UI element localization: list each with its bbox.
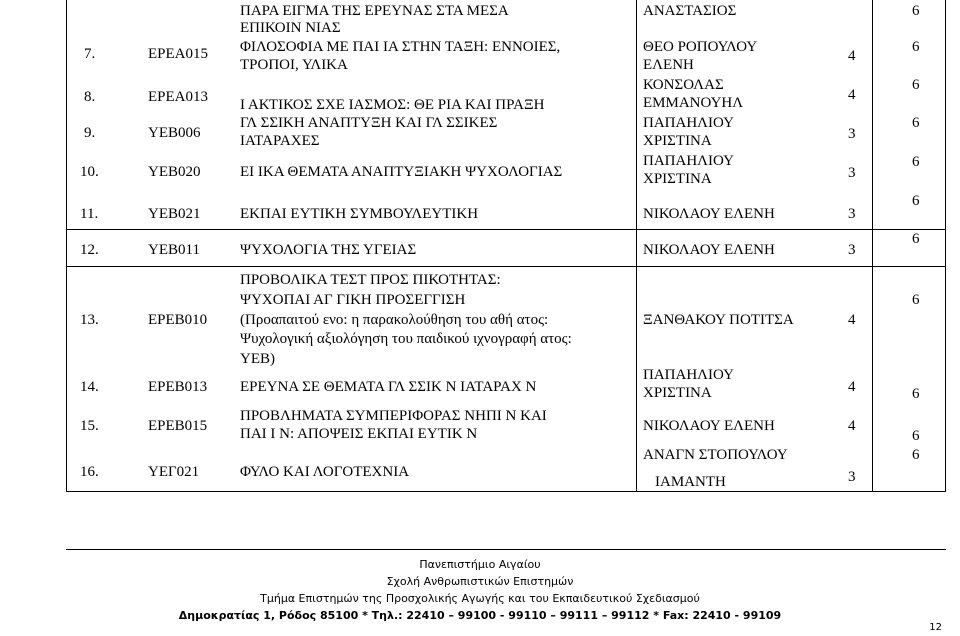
course-code: ΕΡΕΑ015 (148, 46, 208, 62)
row-number: 13. (80, 312, 99, 328)
course-code: ΥΕΒ020 (148, 164, 201, 180)
course-title-line: ΕΚΠΑΙ ΕΥΤΙΚΗ ΣΥΜΒΟΥΛΕΥΤΙΚΗ (240, 206, 479, 222)
course-title-line: ΓΛ ΣΣΙΚΗ ΑΝΑΠΤΥΞΗ ΚΑΙ ΓΛ ΣΣΙΚΕΣ (240, 115, 498, 131)
hours-cell: 6 (912, 386, 920, 402)
instructor-line: ΝΙΚΟΛΑΟΥ ΕΛΕΝΗ (643, 206, 775, 222)
course-title-line: ΕΠΙΚΟΙΝ ΝΙΑΣ (240, 20, 341, 36)
course-title-line: Ι ΑΚΤΙΚΟΣ ΣΧΕ ΙΑΣΜΟΣ: ΘΕ ΡΙΑ ΚΑΙ ΠΡΑΞΗ (240, 97, 545, 113)
column-divider-instructor (636, 0, 637, 491)
footer-university: Πανεπιστήμιο Αιγαίου (419, 558, 541, 571)
row-number: 7. (84, 46, 96, 62)
course-title-line: ΦΥΛΟ ΚΑΙ ΛΟΓΟΤΕΧΝΙΑ (240, 464, 410, 480)
page-number: 12 (929, 622, 942, 633)
ects-cell: 3 (848, 165, 856, 181)
ects-cell: 3 (848, 469, 856, 485)
table-border-bottom (66, 491, 946, 492)
course-title-line: ΦΙΛΟΣΟΦΙΑ ΜΕ ΠΑΙ ΙΑ ΣΤΗΝ ΤΑΞΗ: ΕΝΝΟΙΕΣ, (240, 39, 561, 55)
row-number: 8. (84, 89, 96, 105)
course-title-line: (Προαπαιτού ενο: η παρακολούθηση του αθή ατος: (240, 312, 549, 328)
course-title-line: ΨΥΧΟΛΟΓΙΑ ΤΗΣ ΥΓΕΙΑΣ (240, 242, 417, 258)
course-title-line: ΕΡΕΥΝΑ ΣΕ ΘΕΜΑΤΑ ΓΛ ΣΣΙΚ Ν ΙΑΤΑΡΑΧ Ν (240, 379, 537, 395)
instructor-line: ΠΑΠΑΗΛΙΟΥ (643, 367, 734, 383)
course-title-line: ΠΡΟΒΟΛΙΚΑ ΤΕΣΤ ΠΡΟΣ ΠΙΚΟΤΗΤΑΣ: (240, 272, 501, 288)
instructor-line: ΧΡΙΣΤΙΝΑ (643, 133, 712, 149)
hours-cell: 6 (912, 193, 920, 209)
hours-cell: 6 (912, 428, 920, 444)
row-separator (66, 266, 946, 267)
table-border-right (945, 0, 946, 491)
ects-cell: 4 (848, 48, 856, 64)
row-number: 10. (80, 164, 99, 180)
instructor-line: ΕΜΜΑΝΟΥΗΛ (643, 95, 744, 111)
course-code: ΕΡΕΒ015 (148, 418, 208, 434)
instructor-line: ΝΙΚΟΛΑΟΥ ΕΛΕΝΗ (643, 418, 775, 434)
instructor-line: ΝΙΚΟΛΑΟΥ ΕΛΕΝΗ (643, 242, 775, 258)
instructor-line: ΙΑΜΑΝΤΗ (655, 474, 726, 490)
footer-department: Τμήμα Επιστημών της Προσχολικής Αγωγής και του Εκπαιδευτικού Σχεδιασμού (260, 592, 700, 605)
footer-address: Δημοκρατίας 1, Ρόδος 85100 * Τηλ.: 22410 – 99100 - 99110 – 99111 – 99112 * Fax: 22410 - 99109 (178, 609, 782, 622)
hours-cell: 6 (912, 3, 920, 19)
instructor-line: ΑΝΑΓΝ ΣΤΟΠΟΥΛΟΥ (643, 447, 788, 463)
course-title-line: ΕΙ ΙΚΑ ΘΕΜΑΤΑ ΑΝΑΠΤΥΞΙΑΚΗ ΨΥΧΟΛΟΓΙΑΣ (240, 164, 563, 180)
footer-rule (66, 549, 946, 550)
instructor-line: ΧΡΙΣΤΙΝΑ (643, 385, 712, 401)
ects-cell: 3 (848, 126, 856, 142)
row-number: 11. (80, 206, 99, 222)
hours-cell: 6 (912, 115, 920, 131)
course-title-line: ΨΥΧΟΠΑΙ ΑΓ ΓΙΚΗ ΠΡΟΣΕΓΓΙΣΗ (240, 292, 466, 308)
row-number: 16. (80, 464, 99, 480)
course-title-line: ΠΑΡΑ ΕΙΓΜΑ ΤΗΣ ΕΡΕΥΝΑΣ ΣΤΑ ΜΕΣΑ (240, 3, 509, 19)
course-title-line: Ψυχολογική αξιολόγηση του παιδικού ιχνογραφή ατος: (240, 331, 572, 347)
course-code: ΥΕΒ011 (148, 242, 200, 258)
course-code: ΥΕΒ021 (148, 206, 201, 222)
ects-cell: 4 (848, 87, 856, 103)
instructor-line: ΘΕΟ ΡΟΠΟΥΛΟΥ (643, 39, 758, 55)
hours-cell: 6 (912, 77, 920, 93)
ects-cell: 3 (848, 206, 856, 222)
table-border-left (66, 0, 67, 491)
course-code: ΕΡΕΑ013 (148, 89, 208, 105)
hours-cell: 6 (912, 154, 920, 170)
instructor-line: ΠΑΠΑΗΛΙΟΥ (643, 115, 734, 131)
hours-cell: 6 (912, 292, 920, 308)
row-number: 15. (80, 418, 99, 434)
instructor-line: ΕΛΕΝΗ (643, 57, 694, 73)
column-divider-hours (872, 0, 873, 491)
hours-cell: 6 (912, 231, 920, 247)
instructor-line: ΚΟΝΣΟΛΑΣ (643, 77, 724, 93)
course-code: ΥΕΒ006 (148, 125, 201, 141)
instructor-line: ΑΝΑΣΤΑΣΙΟΣ (643, 3, 737, 19)
row-separator (66, 229, 946, 230)
course-title-line: ΙΑΤΑΡΑΧΕΣ (240, 133, 320, 149)
instructor-line: ΧΡΙΣΤΙΝΑ (643, 171, 712, 187)
course-title-line: ΥΕΒ) (240, 351, 275, 367)
course-title-line: ΤΡΟΠΟΙ, ΥΛΙΚΑ (240, 57, 348, 73)
row-number: 14. (80, 379, 99, 395)
row-number: 9. (84, 125, 96, 141)
footer-school: Σχολή Ανθρωπιστικών Επιστημών (386, 575, 574, 588)
ects-cell: 4 (848, 379, 856, 395)
course-code: ΥΕΓ021 (148, 464, 200, 480)
hours-cell: 6 (912, 39, 920, 55)
course-title-line: ΠΡΟΒΛΗΜΑΤΑ ΣΥΜΠΕΡΙΦΟΡΑΣ ΝΗΠΙ Ν ΚΑΙ (240, 408, 547, 424)
hours-cell: 6 (912, 447, 920, 463)
ects-cell: 4 (848, 312, 856, 328)
instructor-line: ΞΑΝΘΑΚΟΥ ΠΟΤΙΤΣΑ (643, 312, 794, 328)
course-title-line: ΠΑΙ Ι Ν: ΑΠΟΨΕΙΣ ΕΚΠΑΙ ΕΥΤΙΚ Ν (240, 426, 478, 442)
ects-cell: 3 (848, 242, 856, 258)
course-code: ΕΡΕΒ010 (148, 312, 208, 328)
ects-cell: 4 (848, 418, 856, 434)
instructor-line: ΠΑΠΑΗΛΙΟΥ (643, 153, 734, 169)
course-code: ΕΡΕΒ013 (148, 379, 208, 395)
row-number: 12. (80, 242, 99, 258)
